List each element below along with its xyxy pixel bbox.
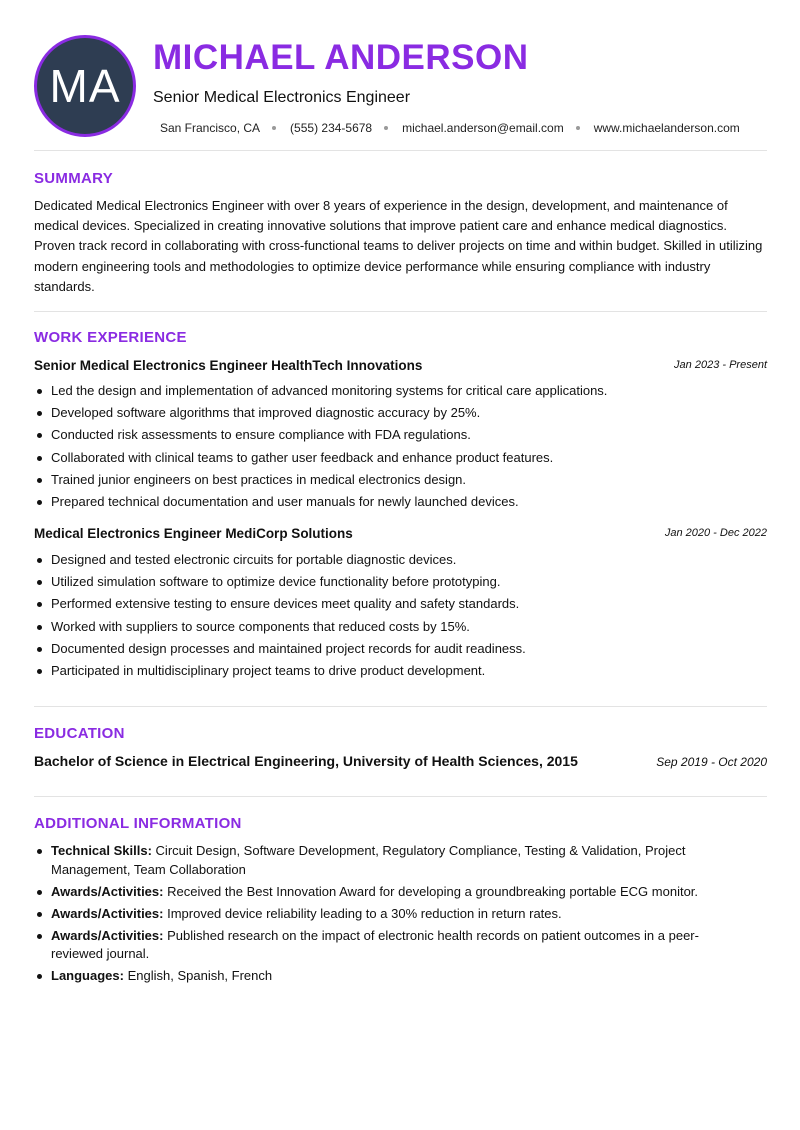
contact-email[interactable]: michael.anderson@email.com — [402, 121, 564, 135]
list-item: Led the design and implementation of advanced monitoring systems for critical care applications. — [34, 380, 767, 402]
candidate-title: Senior Medical Electronics Engineer — [153, 89, 411, 106]
job-dates: Jan 2023 - Present — [674, 359, 767, 371]
contact-phone[interactable]: (555) 234-5678 — [290, 121, 373, 135]
list-item: Utilized simulation software to optimize device functionality before prototyping. — [34, 571, 767, 593]
divider — [34, 150, 767, 151]
summary-heading: SUMMARY — [34, 170, 114, 187]
avatar — [34, 35, 136, 137]
list-item: Developed software algorithms that improved diagnostic accuracy by 25%. — [34, 402, 767, 424]
list-item: Performed extensive testing to ensure devices meet quality and safety standards. — [34, 593, 767, 615]
avatar-initials: MA — [49, 60, 121, 112]
info-label: Awards/Activities: — [51, 883, 164, 899]
job-header — [34, 526, 767, 544]
education-heading: EDUCATION — [34, 725, 125, 742]
list-item: Documented design processes and maintained project records for audit readiness. — [34, 638, 767, 660]
education-degree: Bachelor of Science in Electrical Engineering, University of Health Sciences, 2015 — [34, 753, 578, 769]
list-item: Participated in multidisciplinary project teams to drive product development. — [34, 660, 767, 682]
candidate-name: MICHAEL ANDERSON — [153, 38, 529, 77]
separator-dot-icon — [576, 126, 580, 130]
list-item — [34, 883, 724, 902]
list-item — [34, 842, 724, 879]
separator-dot-icon — [384, 126, 388, 130]
info-text: Published research on the impact of electronic health records on patient outcomes in a peer-reviewed journal. — [51, 927, 699, 961]
list-item — [34, 905, 724, 924]
job-role: Medical Electronics Engineer MediCorp Solutions — [34, 526, 353, 541]
list-item: Collaborated with clinical teams to gather user feedback and enhance product features. — [34, 447, 767, 469]
info-text: Improved device reliability leading to a 30% reduction in return rates. — [167, 905, 562, 921]
job-role: Senior Medical Electronics Engineer HealthTech Innovations — [34, 358, 423, 373]
contact-website[interactable]: www.michaelanderson.com — [593, 121, 740, 135]
list-item: Trained junior engineers on best practices in medical electronics design. — [34, 469, 767, 491]
info-text: Circuit Design, Software Development, Regulatory Compliance, Testing & Validation, Project Management, Team Collaboration — [51, 843, 686, 877]
info-label: Awards/Activities: — [51, 905, 164, 921]
contact-location: San Francisco, CA — [160, 121, 261, 135]
list-item — [34, 927, 724, 964]
education-dates: Sep 2019 - Oct 2020 — [656, 755, 767, 769]
additional-heading: ADDITIONAL INFORMATION — [34, 815, 242, 832]
summary-text: Dedicated Medical Electronics Engineer with over 8 years of experience in the design, development, and maintenance of medical devices. Specialized in creating innovative solutions that improve patient care and enhance medical diagnostics. Proven track record in collaborating with cross-functional teams to deliver projects on time and within budget. Skilled in utilizing modern engineering tools and methodologies to optimize device performance while ensuring compliance with industry standards. — [34, 198, 763, 294]
job-bullets — [34, 549, 767, 682]
info-label: Technical Skills: — [51, 843, 152, 858]
list-item — [34, 967, 724, 986]
info-text: English, Spanish, French — [127, 968, 273, 983]
list-item: Conducted risk assessments to ensure compliance with FDA regulations. — [34, 424, 767, 446]
job-header — [34, 358, 767, 376]
divider — [34, 796, 767, 797]
contact-info — [160, 120, 740, 136]
job-bullets — [34, 380, 767, 513]
list-item: Designed and tested electronic circuits for portable diagnostic devices. — [34, 549, 767, 571]
experience-heading: WORK EXPERIENCE — [34, 329, 187, 346]
divider — [34, 706, 767, 707]
separator-dot-icon — [272, 126, 276, 130]
info-label: Languages: — [51, 968, 124, 983]
info-text: Received the Best Innovation Award for developing a groundbreaking portable ECG monitor. — [167, 883, 699, 899]
additional-info-list — [34, 842, 724, 989]
education-entry — [34, 753, 767, 771]
list-item: Worked with suppliers to source components that reduced costs by 15%. — [34, 616, 767, 638]
list-item: Prepared technical documentation and user manuals for newly launched devices. — [34, 491, 767, 513]
info-label: Awards/Activities: — [51, 927, 164, 943]
job-dates: Jan 2020 - Dec 2022 — [664, 527, 767, 539]
divider — [34, 311, 767, 312]
